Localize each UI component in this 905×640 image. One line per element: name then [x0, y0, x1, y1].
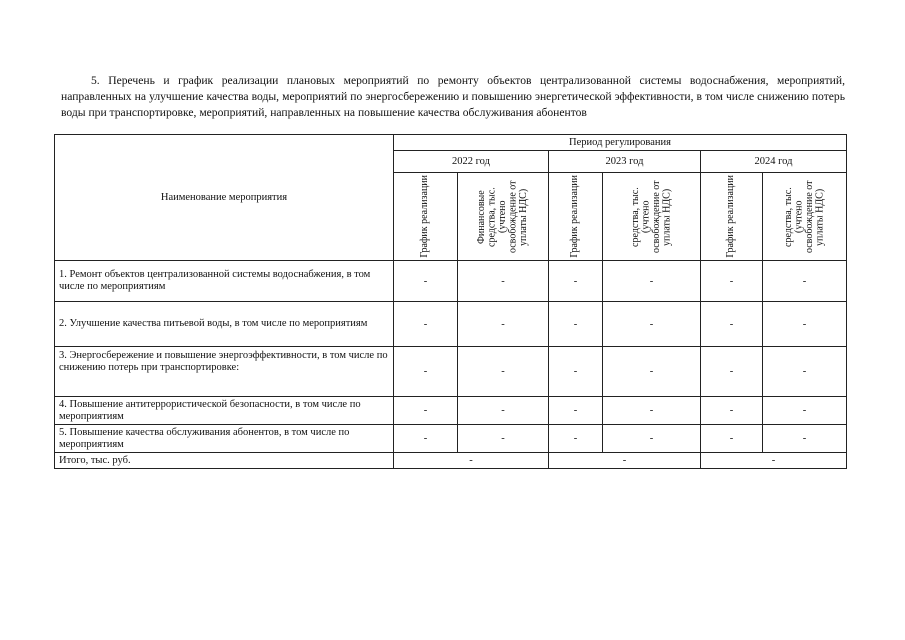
table-cell: -	[603, 425, 701, 453]
table-cell: -	[394, 302, 458, 347]
table-cell: -	[603, 347, 701, 397]
table-cell: -	[701, 302, 763, 347]
column-header-period: Период регулирования	[394, 135, 847, 151]
total-row	[55, 453, 847, 469]
table-cell: -	[763, 397, 847, 425]
table-cell: -	[394, 397, 458, 425]
total-label: Итого, тыс. руб.	[55, 453, 394, 469]
activities-table	[54, 134, 847, 469]
year-header-2024: 2024 год	[701, 151, 847, 173]
table-cell: -	[701, 397, 763, 425]
table-cell: -	[394, 425, 458, 453]
table-cell: -	[701, 347, 763, 397]
year-header-2022: 2022 год	[394, 151, 549, 173]
total-cell-2022: -	[394, 453, 549, 469]
table-cell: -	[701, 261, 763, 302]
table-cell: -	[763, 347, 847, 397]
table-cell: -	[549, 302, 603, 347]
table-cell: -	[603, 261, 701, 302]
subheader-schedule-2023: График реализации	[569, 175, 581, 258]
row-label: 4. Повышение антитеррористической безопасности, в том числе по мероприятиям	[55, 397, 394, 425]
table-cell: -	[394, 347, 458, 397]
table-cell: -	[701, 425, 763, 453]
table-row	[55, 397, 847, 425]
table-cell: -	[458, 397, 549, 425]
subheader-funds-2022: Финансовые средства, тыс. (учтено освобождение от уплаты НДС)	[475, 180, 529, 253]
table-cell: -	[763, 302, 847, 347]
table-cell: -	[763, 425, 847, 453]
section-heading: 5. Перечень и график реализации плановых мероприятий по ремонту объектов централизованной системы водоснабжения, мероприятий, направленных на улучшение качества воды, мероприятий по энергосбережению и повышению энергетической эффективности, в том числе снижению потерь воды при транспортировке, мероприятий, направленных на повышение качества обслуживания абонентов	[61, 73, 845, 119]
row-label: 3. Энергосбережение и повышение энергоэффективности, в том числе по снижению потерь при транспортировке:	[55, 347, 394, 397]
total-cell-2023: -	[549, 453, 701, 469]
table-cell: -	[458, 347, 549, 397]
table-cell: -	[549, 261, 603, 302]
subheader-schedule-2024: График реализации	[725, 175, 737, 258]
table-cell: -	[458, 425, 549, 453]
table-cell: -	[603, 302, 701, 347]
table-cell: -	[394, 261, 458, 302]
table-cell: -	[549, 397, 603, 425]
row-label: 1. Ремонт объектов централизованной системы водоснабжения, в том числе по мероприятиям	[55, 261, 394, 302]
table-cell: -	[763, 261, 847, 302]
subheader-schedule-2022: График реализации	[419, 175, 431, 258]
year-header-2023: 2023 год	[549, 151, 701, 173]
row-label: 5. Повышение качества обслуживания абонентов, в том числе по мероприятиям	[55, 425, 394, 453]
table-row	[55, 302, 847, 347]
table-cell: -	[458, 302, 549, 347]
total-cell-2024: -	[701, 453, 847, 469]
table-row	[55, 261, 847, 302]
table-cell: -	[549, 347, 603, 397]
row-label: 2. Улучшение качества питьевой воды, в том числе по мероприятиям	[55, 302, 394, 347]
table-cell: -	[458, 261, 549, 302]
table-cell: -	[603, 397, 701, 425]
subheader-funds-2024: средства, тыс. (учтено освобождение от уплаты НДС)	[782, 180, 825, 253]
subheader-funds-2023: средства, тыс. (учтено освобождение от уплаты НДС)	[629, 180, 672, 253]
column-header-name: Наименование мероприятия	[55, 135, 394, 261]
table-cell: -	[549, 425, 603, 453]
table-row	[55, 425, 847, 453]
table-row	[55, 347, 847, 397]
